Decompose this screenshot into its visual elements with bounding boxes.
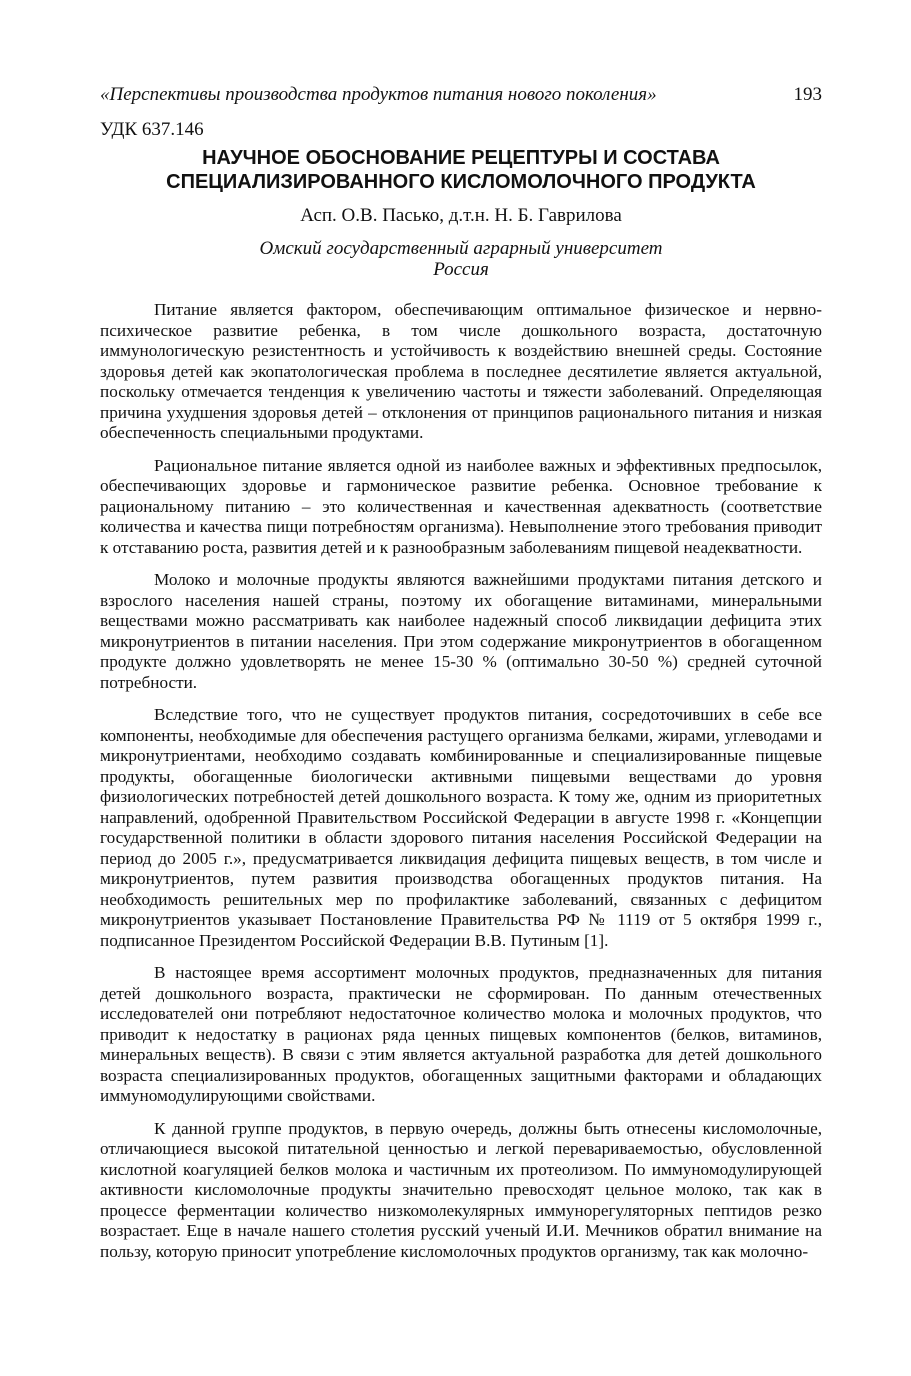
paragraph-4: Вследствие того, что не существует продуктов питания, сосредоточивших в себе все компоненты, необходимые для обеспечения растущего организма белками, жирами, углеводами и микронутриентами, необходимо создавать комбинированные и специализированные пищевые продукты, обогащенные биологически активными пищевыми веществами до уровня физиологических потребностей детей дошкольного возраста. К тому же, одним из приоритетных направлений, одобренной Правительством Российской Федерации в августе 1998 г. «Концепции государственной политики в области здорового питания населения Российской Федерации на период до 2005 г.», предусматривается ликвидация дефицита пищевых веществ, в том числе и микронутриентов, путем развития производства обогащенных продуктов питания. На необходимость решительных мер по профилактике заболеваний, связанных с дефицитом микронутриентов указывает Постановление Правительства РФ № 1119 от 5 октября 1999 г., подписанное Президентом Российской Федерации В.В. Путиным [1].: [100, 705, 822, 950]
article-title: [100, 146, 822, 194]
running-header: [100, 80, 822, 110]
country: Россия: [433, 259, 489, 280]
authors: Асп. О.В. Пасько, д.т.н. Н. Б. Гаврилова: [300, 205, 622, 226]
affiliation-block: [100, 238, 822, 280]
affiliation: Омский государственный аграрный университет: [259, 238, 663, 259]
udc-code: УДК 637.146: [100, 119, 204, 140]
paragraph-6: К данной группе продуктов, в первую очередь, должны быть отнесены кисломолочные, отличающиеся высокой питательной ценностью и легкой перевариваемостью, обусловленной кислотной коагуляцией белков молока и частичным их протеолизом. По иммуномодулирующей активности кисломолочные продукты значительно превосходят цельное молоко, так как в процессе ферментации количество низкомолекулярных иммунорегуляторных пептидов резко возрастает. Еще в начале нашего столетия русский ученый И.И. Мечников обратил внимание на пользу, которую приносит употребление кисломолочных продуктов организму, так как молочно-: [100, 1118, 822, 1261]
title-line-2: СПЕЦИАЛИЗИРОВАННОГО КИСЛОМОЛОЧНОГО ПРОДУКТА: [166, 171, 756, 193]
article-body: [100, 300, 822, 1262]
page-number: 193: [793, 84, 822, 105]
title-line-1: НАУЧНОЕ ОБОСНОВАНИЕ РЕЦЕПТУРЫ И СОСТАВА: [202, 147, 720, 169]
paragraph-5: В настоящее время ассортимент молочных продуктов, предназначенных для питания детей дошкольного возраста, практически не сформирован. По данным отечественных исследователей они потребляют недостаточное количество молока и молочных продуктов, что приводит к недостатку в рационах ряда ценных пищевых компонентов (белков, витаминов, минеральных веществ). В связи с этим является актуальной разработка для детей дошкольного возраста специализированных продуктов, обогащенных защитными факторами и обладающих иммуномодулирующими свойствами.: [100, 963, 822, 1105]
running-title: «Перспективы производства продуктов питания нового поколения»: [100, 84, 657, 105]
paragraph-2: Рациональное питание является одной из наиболее важных и эффективных предпосылок, обеспечивающих здоровье и гармоническое развитие ребенка. Основное требование к рациональному питанию – это количественная и качественная адекватность (соответствие количества и качества пищи потребностям организма). Невыполнение этого требования приводит к отставанию роста, развития детей и к разнообразным заболеваниям пищевой неадекватности.: [100, 455, 822, 557]
paragraph-1: Питание является фактором, обеспечивающим оптимальное физическое и нервно- психическое развитие ребенка, в том числе дошкольного возраста, достаточную иммунологическую резистентность и устойчивость к воздействию внешней среды. Состояние здоровья детей как экопатологическая проблема в последнее десятилетие является актуальной, поскольку отмечается тенденция к увеличению частоты и тяжести заболеваний. Определяющая причина ухудшения здоровья детей – отклонения от принципов рационального питания и низкая обеспеченность специальными продуктами.: [100, 300, 822, 442]
paragraph-3: Молоко и молочные продукты являются важнейшими продуктами питания детского и взрослого населения нашей страны, поэтому их обогащение витаминами, минеральными веществами можно рассматривать как наиболее надежный способ ликвидации дефицита этих микронутриентов в питании населения. При этом содержание микронутриентов в обогащенном продукте должно удовлетворять не менее 15-30 % (оптимально 30-50 %) средней суточной потребности.: [100, 570, 822, 692]
document-page: [100, 80, 822, 1370]
